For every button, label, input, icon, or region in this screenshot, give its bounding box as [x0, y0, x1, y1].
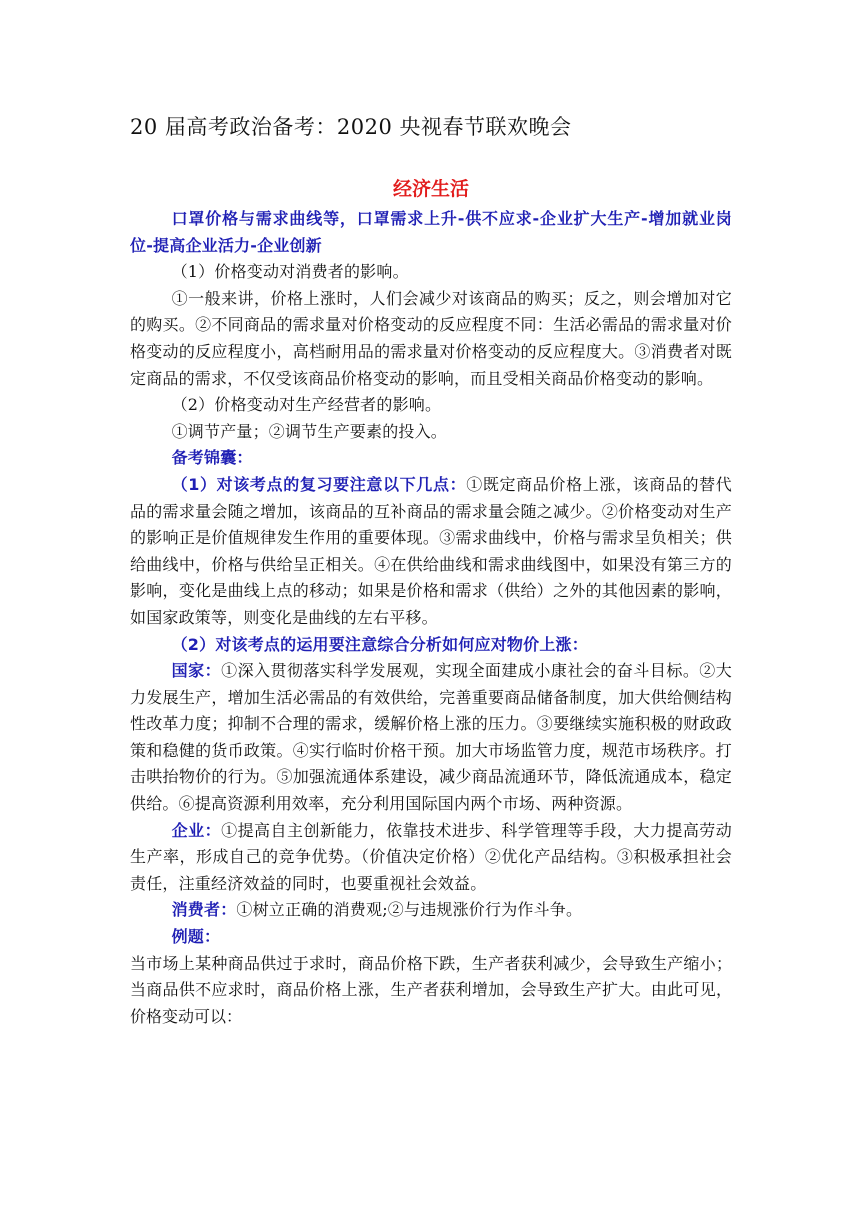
- tip1-label: （1）对该考点的复习要注意以下几点：: [171, 474, 467, 494]
- tip1-body: ①既定商品价格上涨，该商品的替代品的需求量会随之增加，该商品的互补商品的需求量会随之减少。②价格变动对生产的影响正是价值规律发生作用的重要体现。③需求曲线中，价格与需求呈负相关；供给曲线中，价格与供给呈正相关。④在供给曲线和需求曲线图中，如果没有第三方的影响，变化是曲线上点的移动；如果是价格和需求（供给）之外的其他因素的影响，如国家政策等，则变化是曲线的左右平移。: [130, 474, 733, 627]
- country-paragraph: [130, 658, 732, 818]
- example-label: 例题：: [171, 927, 221, 947]
- document-content: [130, 112, 732, 1030]
- section-title: 经济生活: [392, 178, 469, 200]
- tips-heading: [130, 445, 732, 472]
- lead-paragraph: 口罩价格与需求曲线等，口罩需求上升-供不应求-企业扩大生产-增加就业岗位-提高企业活力-企业创新: [130, 209, 732, 255]
- example-heading: [130, 924, 732, 951]
- tip1-paragraph: [130, 472, 732, 632]
- enterprise-paragraph: [130, 818, 732, 898]
- enterprise-label: 企业：: [171, 820, 222, 840]
- tip2-label: （2）对该考点的运用要注意综合分析如何应对物价上涨：: [171, 634, 588, 654]
- tips-label: 备考锦囊：: [171, 448, 253, 468]
- producer-impact-body: ①调节产量；②调节生产要素的投入。: [171, 421, 447, 441]
- consumer-impact-body: ①一般来讲，价格上涨时，人们会减少对该商品的购买；反之，则会增加对它的购买。②不同商品的需求量对价格变动的反应程度不同：生活必需品的需求量对价格变动的反应程度小，高档耐用品的需求量对价格变动的反应程度大。③消费者对既定商品的需求，不仅受该商品价格变动的影响，而且受相关商品价格变动的影响。: [130, 288, 732, 388]
- consumer-paragraph: [130, 897, 732, 924]
- consumer-label: 消费者：: [171, 900, 237, 920]
- enterprise-body: ①提高自主创新能力，依靠技术进步、科学管理等手段，大力提高劳动生产率，形成自己的竞争优势。（价值决定价格）②优化产品结构。③积极承担社会责任，注重经济效益的同时，也要重视社会效益。: [130, 820, 733, 893]
- producer-impact-heading: （2）价格变动对生产经营者的影响。: [171, 395, 442, 415]
- country-label: 国家：: [171, 661, 222, 681]
- country-body: ①深入贯彻落实科学发展观，实现全面建成小康社会的奋斗目标。②大力发展生产，增加生活必需品的有效供给，完善重要商品储备制度，加大供给侧结构性改革力度；抑制不合理的需求，缓解价格上涨的压力。③要继续实施积极的财政政策和稳健的货币政策。④实行临时价格干预。加大市场监管力度，规范市场秩序。打击哄抬物价的行为。⑤加强流通体系建设，减少商品流通环节，降低流通成本，稳定供给。⑥提高资源利用效率，充分利用国际国内两个市场、两种资源。: [130, 661, 733, 814]
- document-title: 20 届高考政治备考：2020 央视春节联欢晚会: [130, 115, 572, 139]
- consumer-body: ①树立正确的消费观;②与违规涨价行为作斗争。: [236, 900, 583, 920]
- tip2-heading: [130, 632, 732, 659]
- consumer-impact-heading: （1）价格变动对消费者的影响。: [171, 262, 409, 282]
- example-body: 当市场上某种商品供过于求时，商品价格下跌，生产者获利减少，会导致生产缩小；当商品供不应求时，商品价格上涨，生产者获利增加，会导致生产扩大。由此可见，价格变动可以：: [130, 953, 732, 1026]
